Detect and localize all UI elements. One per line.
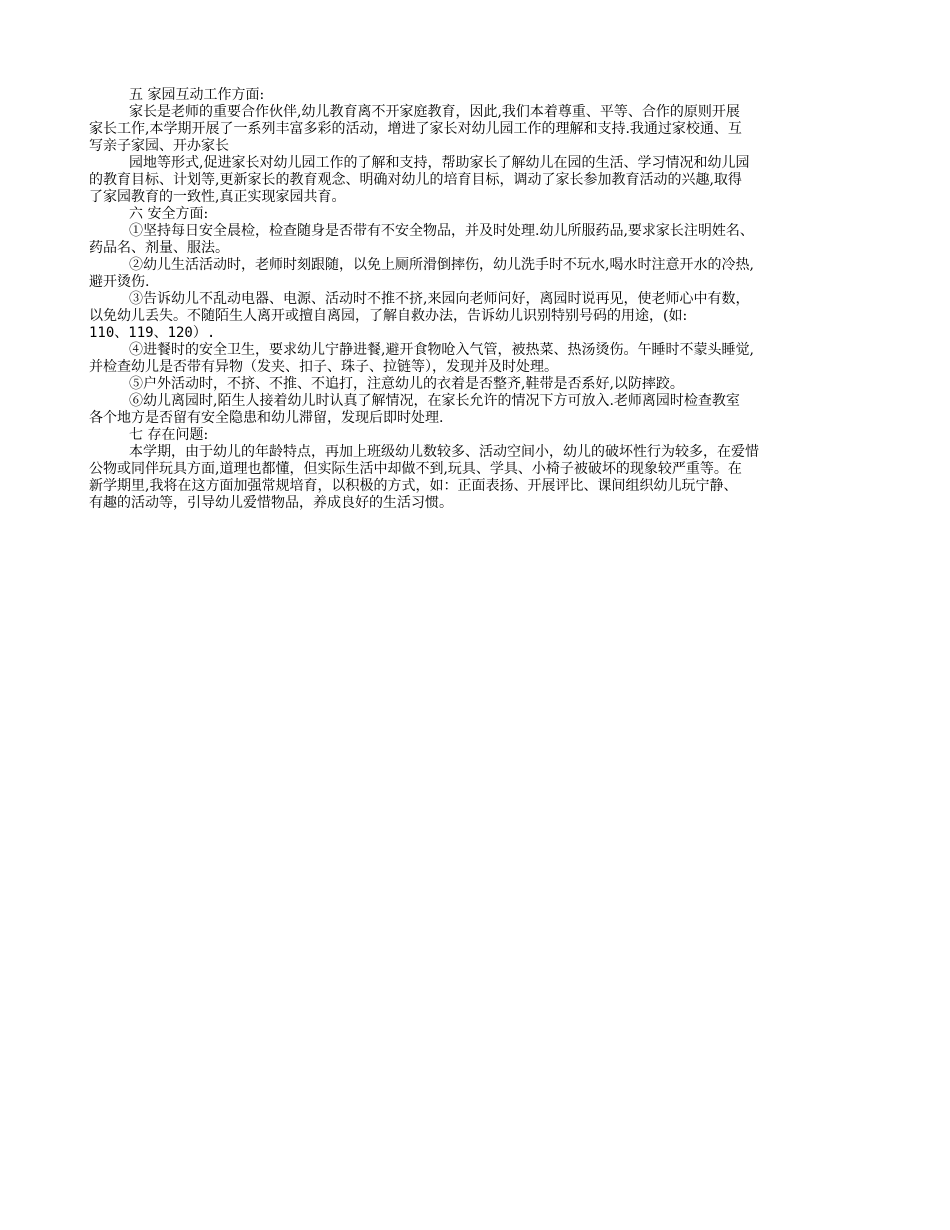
text-line: 药品名、剂量、服法。 bbox=[89, 240, 229, 256]
text-line: 有趣的活动等，引导幼儿爱惜物品，养成良好的生活习惯。 bbox=[89, 495, 453, 511]
text-line: 并检查幼儿是否带有异物（发夹、扣子、珠子、拉链等），发现并及时处理。 bbox=[89, 359, 558, 375]
text-line: ⑥幼儿离园时,陌生人接着幼儿时认真了解情况，在家长允许的情况下方可放入.老师离园时检查教室 bbox=[129, 393, 740, 409]
text-line: 家长是老师的重要合作伙伴,幼儿教育离不开家庭教育，因此,我们本着尊重、平等、合作的原则开展 bbox=[129, 104, 740, 120]
text-line: 六 安全方面: bbox=[129, 206, 209, 222]
text-line: ④进餐时的安全卫生，要求幼儿宁静进餐,避开食物呛入气管，被热菜、热汤烫伤。午睡时不蒙头睡觉, bbox=[129, 342, 754, 358]
text-line: 的教育目标、计划等,更新家长的教育观念、明确对幼儿的培育目标，调动了家长参加教育活动的兴趣,取得 bbox=[89, 172, 742, 188]
text-line: ⑤户外活动时，不挤、不推、不追打，注意幼儿的衣着是否整齐,鞋带是否系好,以防摔跤。 bbox=[129, 376, 684, 392]
text-line: 园地等形式,促进家长对幼儿园工作的了解和支持，帮助家长了解幼儿在园的生活、学习情况和幼儿园 bbox=[129, 155, 750, 171]
text-line: 公物或同伴玩具方面,道理也都懂，但实际生活中却做不到,玩具、学具、小椅子被破坏的现象较严重等。在 bbox=[89, 461, 742, 477]
text-line: 以免幼儿丢失。不随陌生人离开或擅自离园，了解自救办法，告诉幼儿识别特别号码的用途，(如: bbox=[89, 308, 688, 324]
text-line: 家长工作,本学期开展了一系列丰富多彩的活动，增进了家长对幼儿园工作的理解和支持.我通过家校通、互 bbox=[89, 121, 742, 137]
text-line: 五 家园互动工作方面: bbox=[129, 87, 265, 103]
text-line: 了家园教育的一致性,真正实现家园共育。 bbox=[89, 189, 346, 205]
text-line: 本学期，由于幼儿的年龄特点，再加上班级幼儿数较多、活动空间小，幼儿的破坏性行为较多，在爱惜 bbox=[129, 444, 759, 460]
text-line: 各个地方是否留有安全隐患和幼儿滞留，发现后即时处理. bbox=[89, 410, 444, 426]
document-body bbox=[89, 87, 879, 512]
text-line: ③告诉幼儿不乱动电器、电源、活动时不推不挤,来园向老师问好，离园时说再见，使老师心中有数， bbox=[129, 291, 750, 307]
text-line: 七 存在问题: bbox=[129, 427, 209, 443]
text-line: 110、119、120）. bbox=[89, 325, 216, 341]
text-line: 写亲子家园、开办家长 bbox=[89, 138, 229, 154]
text-line: ②幼儿生活活动时，老师时刻跟随，以免上厕所滑倒摔伤，幼儿洗手时不玩水,喝水时注意开水的冷热, bbox=[129, 257, 754, 273]
text-line: 避开烫伤. bbox=[89, 274, 150, 290]
text-line: 新学期里,我将在这方面加强常规培育，以积极的方式，如：正面表扬、开展评比、课间组织幼儿玩宁静、 bbox=[89, 478, 738, 494]
text-line: ①坚持每日安全晨检，检查随身是否带有不安全物品，并及时处理.幼儿所服药品,要求家长注明姓名、 bbox=[129, 223, 754, 239]
